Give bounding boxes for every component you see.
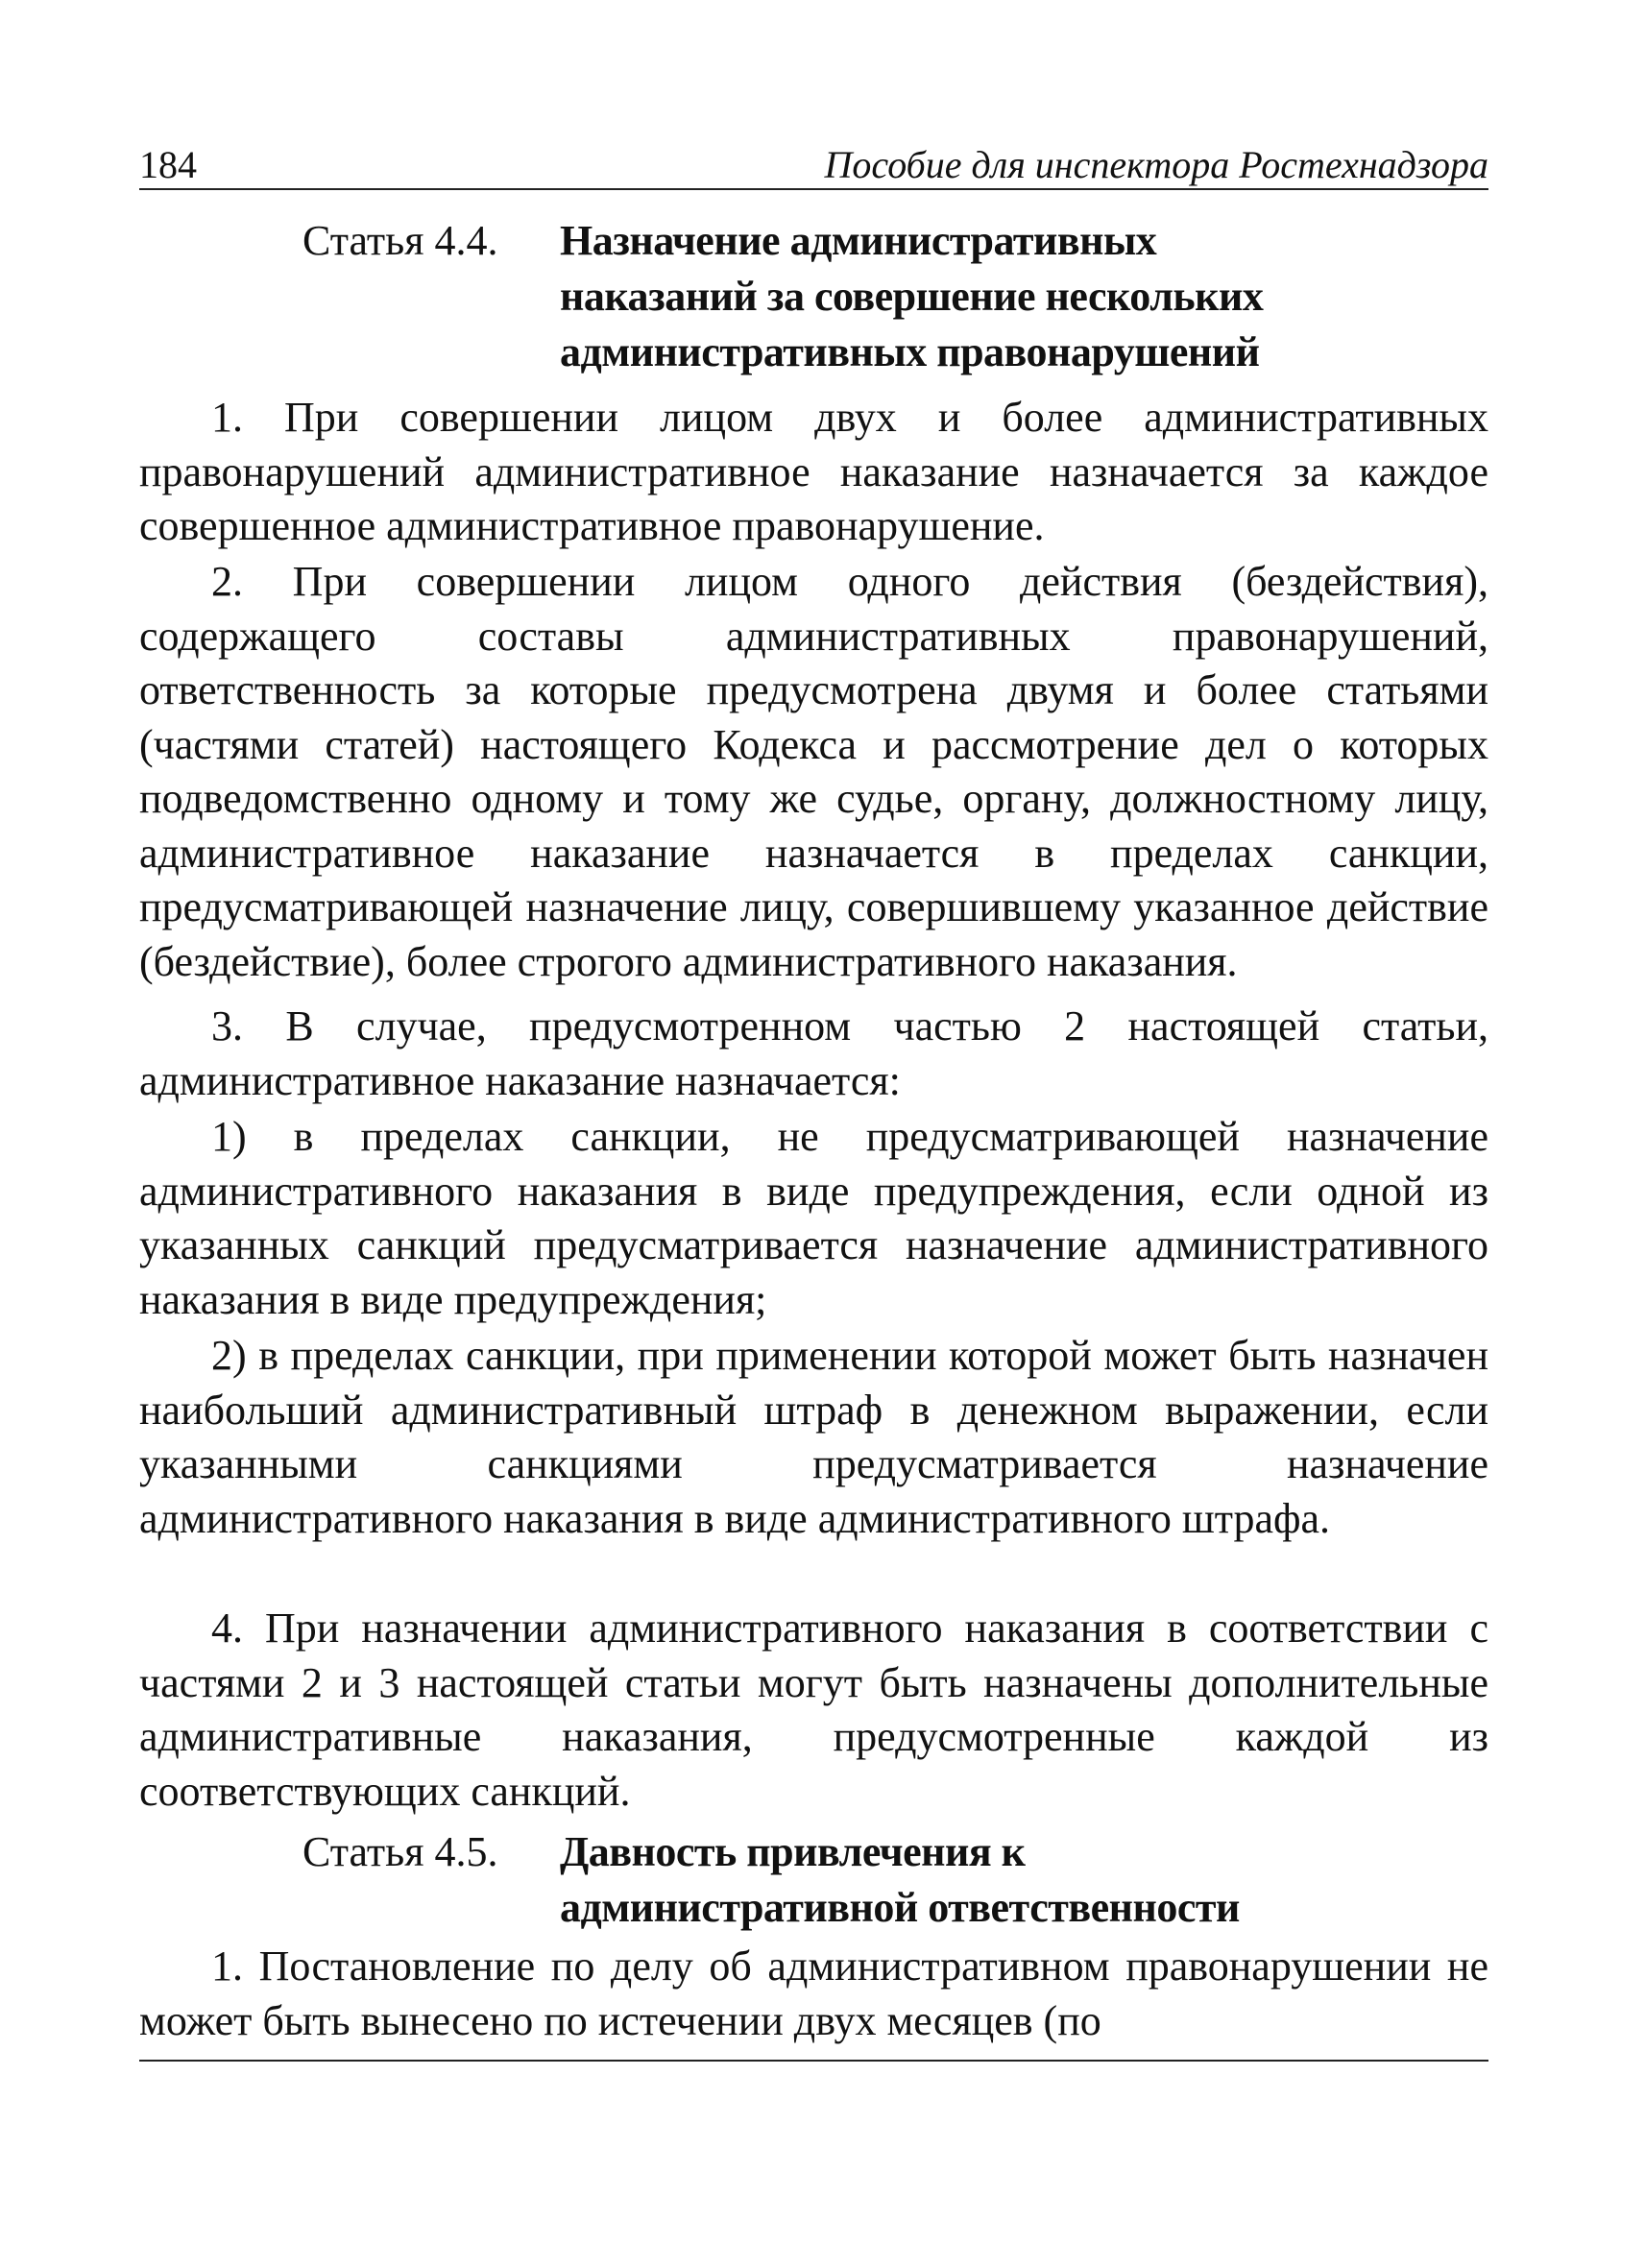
- article-title: Назначение административных наказаний за совершение нескольких административных правонарушений: [560, 217, 1264, 375]
- paragraph: 2. При совершении лицом одного действия (бездействия), содержащего составы административных правонарушений, ответственность за которые предусмотрена двумя и более статьями (частями статей) настоящего Кодекса и рассмотрение дел о которых подведомственно одному и тому же судье, органу, должностному лицу, административное наказание назначается в пределах санкции, предусматривающей назначение лицу, совершившему указанное действие (бездействие), более строгого административного наказания.: [139, 558, 1488, 985]
- paragraph: 1. Постановление по делу об административном правонарушении не может быть вынесено по истечении двух месяцев (по: [139, 1942, 1488, 2044]
- paragraph: 1) в пределах санкции, не предусматривающей назначение административного наказания в виде предупреждения, если одной из указанных санкций предусматривается назначение административного наказания в виде предупреждения;: [139, 1113, 1488, 1323]
- paragraph: 2) в пределах санкции, при применении которой может быть назначен наибольший административный штраф в денежном выражении, если указанными санкциями предусматривается назначение административного наказания в виде административного штрафа.: [139, 1332, 1488, 1542]
- article-heading-4-4: [302, 213, 1359, 380]
- article-number: Статья 4.4.: [302, 217, 498, 264]
- paragraph: 4. При назначении административного наказания в соответствии с частями 2 и 3 настоящей статьи могут быть назначены дополнительные административные наказания, предусмотренные каждой из соответствующих санкций.: [139, 1604, 1488, 1815]
- article-heading-4-5: [302, 1824, 1359, 1936]
- running-title: Пособие для инспектора Ростехнадзора: [824, 143, 1488, 186]
- footer-rule: [139, 2060, 1488, 2062]
- header-rule: [139, 188, 1488, 190]
- article-number: Статья 4.5.: [302, 1828, 498, 1875]
- paragraph: 1. При совершении лицом двух и более административных правонарушений административное наказание назначается за каждое совершенное административное правонарушение.: [139, 394, 1488, 549]
- page-header: [139, 134, 1488, 192]
- page-number: 184: [139, 143, 197, 186]
- article-title: Давность привлечения к административной ответственности: [560, 1828, 1240, 1931]
- paragraph: 3. В случае, предусмотренном частью 2 настоящей статьи, административное наказание назначается:: [139, 1002, 1488, 1104]
